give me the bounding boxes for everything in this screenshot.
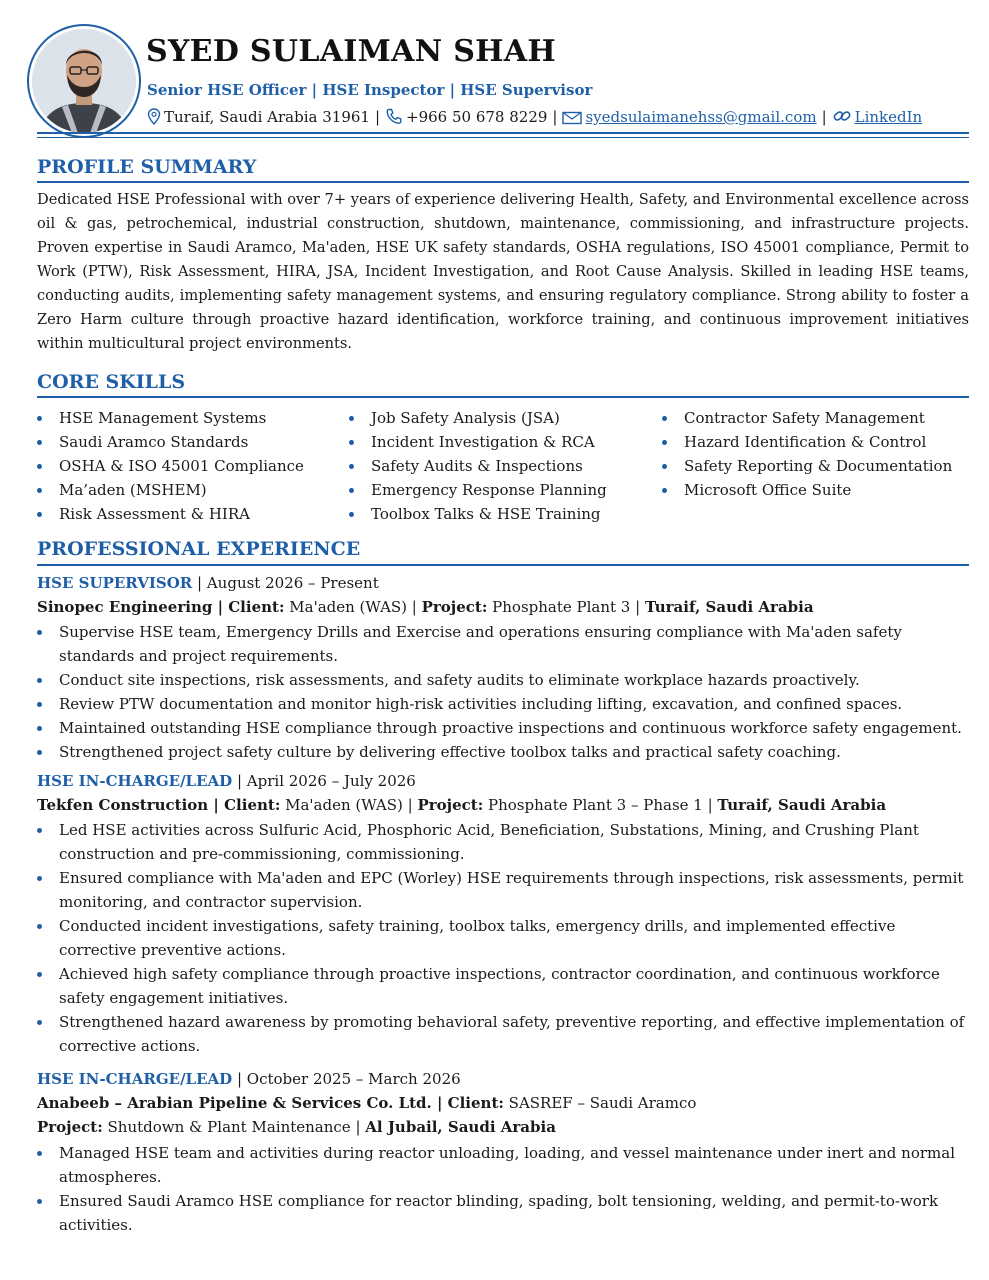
skills-column-2	[349, 406, 607, 526]
separator: |	[821, 108, 827, 126]
job-company-line	[37, 598, 814, 616]
job-period: | August 2026 – Present	[197, 574, 379, 592]
skill-item: Risk Assessment & HIRA	[37, 502, 304, 526]
job-role: HSE IN-CHARGE/LEAD	[37, 1070, 233, 1088]
job-duties	[37, 1141, 969, 1237]
profile-photo	[32, 29, 136, 133]
email-link[interactable]: syedsulaimanehss@gmail.com	[585, 108, 817, 126]
location-text: Turaif, Saudi Arabia 31961	[164, 108, 370, 126]
section-title-core-skills: CORE SKILLS	[37, 371, 186, 393]
profile-photo-frame	[27, 24, 141, 138]
skill-item: Contractor Safety Management	[662, 406, 952, 430]
separator: |	[552, 108, 558, 126]
job-period: | October 2025 – March 2026	[236, 1070, 461, 1088]
duty-item: Ensured Saudi Aramco HSE compliance for reactor blinding, spading, bolt tensioning, welding, and permit-to-work activities.	[37, 1189, 969, 1237]
profile-summary-text: Dedicated HSE Professional with over 7+ years of experience delivering Health, Safety, and Environmental excellence across oil & gas, petrochemical, industrial construction, shutdown, maintenance, commissioning, and infrastructure projects. Proven expertise in Saudi Aramco, Ma'aden, HSE UK safety standards, OSHA regulations, ISO 45001 compliance, Permit to Work (PTW), Risk Assessment, HIRA, JSA, Incident Investigation, and Root Cause Analysis. Skilled in leading HSE teams, conducting audits, implementing safety management systems, and ensuring regulatory compliance. Strong ability to foster a Zero Harm culture through proactive hazard identification, workforce training, and continuous improvement initiatives within multicultural project environments.	[37, 191, 969, 352]
skills-column-3	[662, 406, 952, 502]
duty-item: Achieved high safety compliance through proactive inspections, contractor coordination, and continuous workforce safety engagement initiatives.	[37, 962, 969, 1010]
phone-text: +966 50 678 8229	[406, 108, 548, 126]
job-project-label: Project:	[417, 796, 484, 814]
skills-column-1	[37, 406, 304, 526]
job-project-line	[37, 1118, 556, 1136]
job-heading	[37, 574, 379, 592]
job-company: Tekfen Construction | Client:	[37, 796, 281, 814]
duty-item: Managed HSE team and activities during reactor unloading, loading, and vessel maintenance under inert and normal atmospheres.	[37, 1141, 969, 1189]
job-location: Al Jubail, Saudi Arabia	[365, 1118, 556, 1136]
duty-item: Conduct site inspections, risk assessments, and safety audits to eliminate workplace hazards proactively.	[37, 668, 969, 692]
duty-item: Maintained outstanding HSE compliance through proactive inspections and continuous workforce safety engagement.	[37, 716, 969, 740]
skill-item: Toolbox Talks & HSE Training	[349, 502, 607, 526]
job-client: Ma'aden (WAS) |	[284, 598, 422, 616]
skill-item: HSE Management Systems	[37, 406, 304, 430]
job-location: Turaif, Saudi Arabia	[717, 796, 887, 814]
skill-item: Microsoft Office Suite	[662, 478, 952, 502]
skill-item: Job Safety Analysis (JSA)	[349, 406, 607, 430]
separator: |	[374, 108, 381, 126]
job-company: Sinopec Engineering | Client:	[37, 598, 285, 616]
job-heading	[37, 772, 416, 790]
job-role: HSE SUPERVISOR	[37, 574, 193, 592]
contact-line	[147, 107, 922, 129]
job-client: SASREF – Saudi Aramco	[503, 1094, 697, 1112]
job-company-line	[37, 796, 886, 814]
envelope-icon	[562, 111, 582, 129]
job-project: Phosphate Plant 3 |	[487, 598, 645, 616]
skill-item: Safety Audits & Inspections	[349, 454, 607, 478]
linkedin-link[interactable]: LinkedIn	[854, 108, 923, 126]
skill-item: Incident Investigation & RCA	[349, 430, 607, 454]
phone-icon	[385, 108, 403, 129]
candidate-name: SYED SULAIMAN SHAH	[146, 34, 557, 69]
job-period: | April 2026 – July 2026	[236, 772, 416, 790]
job-project-label: Project:	[421, 598, 488, 616]
duty-item: Supervise HSE team, Emergency Drills and Exercise and operations ensuring compliance with Ma'aden safety standards and project requirements.	[37, 620, 969, 668]
job-project: Shutdown & Plant Maintenance |	[102, 1118, 366, 1136]
job-client: Ma'aden (WAS) |	[280, 796, 418, 814]
section-title-profile-summary: PROFILE SUMMARY	[37, 156, 257, 178]
skill-item: Saudi Aramco Standards	[37, 430, 304, 454]
section-title-professional-experience: PROFESSIONAL EXPERIENCE	[37, 538, 361, 560]
section-rule	[37, 181, 969, 183]
section-rule	[37, 396, 969, 398]
skill-item: Emergency Response Planning	[349, 478, 607, 502]
job-duties	[37, 818, 969, 1058]
job-project-label: Project:	[37, 1118, 103, 1136]
duty-item: Ensured compliance with Ma'aden and EPC (Worley) HSE requirements through inspections, risk assessments, permit monitoring, and contractor supervision.	[37, 866, 969, 914]
job-duties	[37, 620, 969, 764]
section-rule	[37, 564, 969, 566]
job-heading	[37, 1070, 461, 1088]
duty-item: Led HSE activities across Sulfuric Acid, Phosphoric Acid, Beneficiation, Substations, Mining, and Crushing Plant construction and pre-commissioning, commissioning.	[37, 818, 969, 866]
skill-item: Ma’aden (MSHEM)	[37, 478, 304, 502]
location-pin-icon	[147, 108, 161, 129]
skill-item: Hazard Identification & Control	[662, 430, 952, 454]
job-location: Turaif, Saudi Arabia	[644, 598, 814, 616]
header-divider	[37, 132, 969, 134]
link-icon	[832, 107, 852, 129]
job-role: HSE IN-CHARGE/LEAD	[37, 772, 233, 790]
header-divider	[37, 137, 969, 138]
duty-item: Strengthened project safety culture by delivering effective toolbox talks and practical safety coaching.	[37, 740, 969, 764]
job-company-line	[37, 1094, 696, 1112]
candidate-titles: Senior HSE Officer | HSE Inspector | HSE Supervisor	[147, 81, 593, 99]
duty-item: Conducted incident investigations, safety training, toolbox talks, emergency drills, and implemented effective corrective preventive actions.	[37, 914, 969, 962]
job-company: Anabeeb – Arabian Pipeline & Services Co. Ltd. | Client:	[37, 1094, 504, 1112]
skill-item: OSHA & ISO 45001 Compliance	[37, 454, 304, 478]
job-project: Phosphate Plant 3 – Phase 1 |	[483, 796, 718, 814]
duty-item: Strengthened hazard awareness by promoting behavioral safety, preventive reporting, and effective implementation of corrective actions.	[37, 1010, 969, 1058]
skill-item: Safety Reporting & Documentation	[662, 454, 952, 478]
duty-item: Review PTW documentation and monitor high-risk activities including lifting, excavation, and confined spaces.	[37, 692, 969, 716]
